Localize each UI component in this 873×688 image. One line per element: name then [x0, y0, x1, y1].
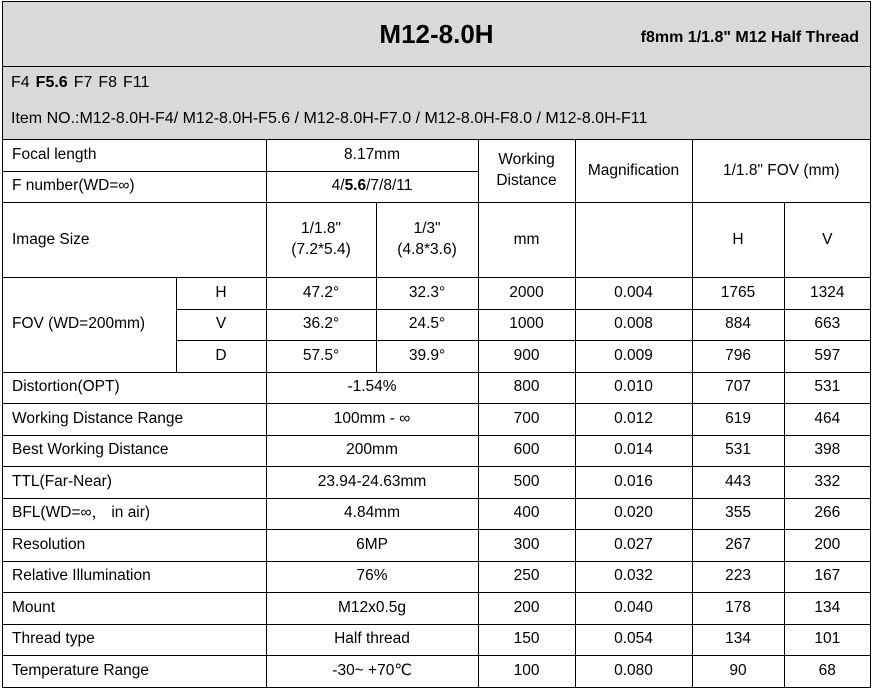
wd-value: 250 [478, 561, 575, 593]
wd-unit: mm [478, 203, 575, 278]
spec-value: Half thread [266, 624, 478, 656]
item-numbers: Item NO.:M12-8.0H-F4/ M12-8.0H-F5.6 / M12-8.0H-F7.0 / M12-8.0H-F8.0 / M12-8.0H-F11 [11, 110, 648, 127]
fov-axis: D [176, 341, 266, 373]
fov-label: FOV (WD=200mm) [3, 278, 176, 373]
table-row [3, 467, 870, 499]
spec-value: 200mm [266, 435, 478, 467]
fov-angle-1-3: 39.9° [376, 341, 478, 373]
spec-table [3, 140, 870, 687]
focal-length-label: Focal length [3, 140, 266, 171]
aperture-f5-6: F5.6 [35, 74, 68, 91]
spec-label: Mount [3, 593, 266, 625]
fov-h-value: 90 [692, 656, 784, 687]
aperture-f4: F4 [11, 74, 30, 91]
magnification-value: 0.012 [575, 404, 692, 436]
spec-label: BFL(WD=∞， in air) [3, 498, 266, 530]
f-number-value: 4/5.6/7/8/11 [266, 171, 478, 203]
fov-v-value: 1324 [784, 278, 870, 310]
fov-v-value: 531 [784, 372, 870, 404]
magnification-unit [575, 203, 692, 278]
magnification-value: 0.016 [575, 467, 692, 499]
table-row [3, 404, 870, 436]
sensor-1-1-8: 1/1.8" (7.2*5.4) [266, 203, 376, 278]
fov-h-value: 134 [692, 624, 784, 656]
spec-label: Best Working Distance [3, 435, 266, 467]
fov-h-value: 355 [692, 498, 784, 530]
fov-h-value: 178 [692, 593, 784, 625]
magnification-value: 0.010 [575, 372, 692, 404]
wd-value: 300 [478, 530, 575, 562]
fov-header: 1/1.8" FOV (mm) [692, 140, 870, 203]
wd-value: 2000 [478, 278, 575, 310]
working-distance-header: Working Distance [478, 140, 575, 203]
fov-v-value: 68 [784, 656, 870, 687]
magnification-value: 0.040 [575, 593, 692, 625]
fov-angle-1-3: 24.5° [376, 309, 478, 341]
table-row [3, 530, 870, 562]
fov-angle-1-1-8: 47.2° [266, 278, 376, 310]
fov-angle-1-1-8: 57.5° [266, 341, 376, 373]
fov-angle-1-3: 32.3° [376, 278, 478, 310]
wd-value: 700 [478, 404, 575, 436]
aperture-f7: F7 [73, 74, 93, 91]
magnification-value: 0.032 [575, 561, 692, 593]
magnification-value: 0.014 [575, 435, 692, 467]
fov-h-value: 267 [692, 530, 784, 562]
aperture-list [11, 74, 155, 92]
aperture-f8: F8 [98, 74, 118, 91]
table-row [3, 435, 870, 467]
spec-sheet [2, 1, 871, 688]
spec-label: TTL(Far-Near) [3, 467, 266, 499]
fov-h-value: 707 [692, 372, 784, 404]
spec-label: Thread type [3, 624, 266, 656]
magnification-value: 0.080 [575, 656, 692, 687]
wd-value: 600 [478, 435, 575, 467]
f-number-label: F number(WD=∞) [3, 171, 266, 203]
focal-length-value: 8.17mm [266, 140, 478, 171]
fov-v-value: 464 [784, 404, 870, 436]
spec-label: Working Distance Range [3, 404, 266, 436]
spec-value: 100mm - ∞ [266, 404, 478, 436]
fov-angle-1-1-8: 36.2° [266, 309, 376, 341]
fov-v-value: 663 [784, 309, 870, 341]
fov-v-value: 167 [784, 561, 870, 593]
fov-v-value: 134 [784, 593, 870, 625]
fov-h-header: H [692, 203, 784, 278]
table-row [3, 624, 870, 656]
table-row [3, 140, 870, 171]
table-row [3, 561, 870, 593]
spec-value: 6MP [266, 530, 478, 562]
wd-value: 200 [478, 593, 575, 625]
wd-value: 900 [478, 341, 575, 373]
wd-value: 1000 [478, 309, 575, 341]
fov-h-value: 884 [692, 309, 784, 341]
fov-axis: H [176, 278, 266, 310]
magnification-value: 0.020 [575, 498, 692, 530]
fov-axis: V [176, 309, 266, 341]
spec-value: 23.94-24.63mm [266, 467, 478, 499]
spec-value: M12x0.5g [266, 593, 478, 625]
spec-label: Distortion(OPT) [3, 372, 266, 404]
table-row [3, 498, 870, 530]
fov-v-value: 332 [784, 467, 870, 499]
table-row [3, 656, 870, 687]
spec-value: -30~ +70℃ [266, 656, 478, 687]
wd-value: 100 [478, 656, 575, 687]
magnification-value: 0.009 [575, 341, 692, 373]
spec-value: 76% [266, 561, 478, 593]
magnification-value: 0.027 [575, 530, 692, 562]
model-title: M12-8.0H [379, 19, 494, 49]
fov-v-value: 398 [784, 435, 870, 467]
fov-h-value: 531 [692, 435, 784, 467]
wd-value: 800 [478, 372, 575, 404]
fov-h-value: 443 [692, 467, 784, 499]
table-row [3, 372, 870, 404]
magnification-value: 0.008 [575, 309, 692, 341]
model-subtitle: f8mm 1/1.8" M12 Half Thread [640, 29, 859, 46]
wd-value: 150 [478, 624, 575, 656]
spec-label: Relative Illumination [3, 561, 266, 593]
fov-h-value: 619 [692, 404, 784, 436]
fov-v-value: 101 [784, 624, 870, 656]
fov-h-value: 796 [692, 341, 784, 373]
spec-value: 4.84mm [266, 498, 478, 530]
image-size-label: Image Size [3, 203, 266, 278]
spec-value: -1.54% [266, 372, 478, 404]
table-row [3, 203, 870, 278]
wd-value: 500 [478, 467, 575, 499]
fov-h-value: 223 [692, 561, 784, 593]
fov-v-header: V [784, 203, 870, 278]
fov-h-value: 1765 [692, 278, 784, 310]
fov-v-value: 200 [784, 530, 870, 562]
magnification-value: 0.004 [575, 278, 692, 310]
fov-v-value: 597 [784, 341, 870, 373]
table-row [3, 278, 870, 310]
table-row [3, 593, 870, 625]
magnification-header: Magnification [575, 140, 692, 203]
title-bar [3, 2, 870, 67]
aperture-f11: F11 [123, 74, 150, 91]
magnification-value: 0.054 [575, 624, 692, 656]
wd-value: 400 [478, 498, 575, 530]
spec-label: Temperature Range [3, 656, 266, 687]
fov-v-value: 266 [784, 498, 870, 530]
sensor-1-3: 1/3" (4.8*3.6) [376, 203, 478, 278]
info-block [3, 67, 870, 140]
spec-label: Resolution [3, 530, 266, 562]
